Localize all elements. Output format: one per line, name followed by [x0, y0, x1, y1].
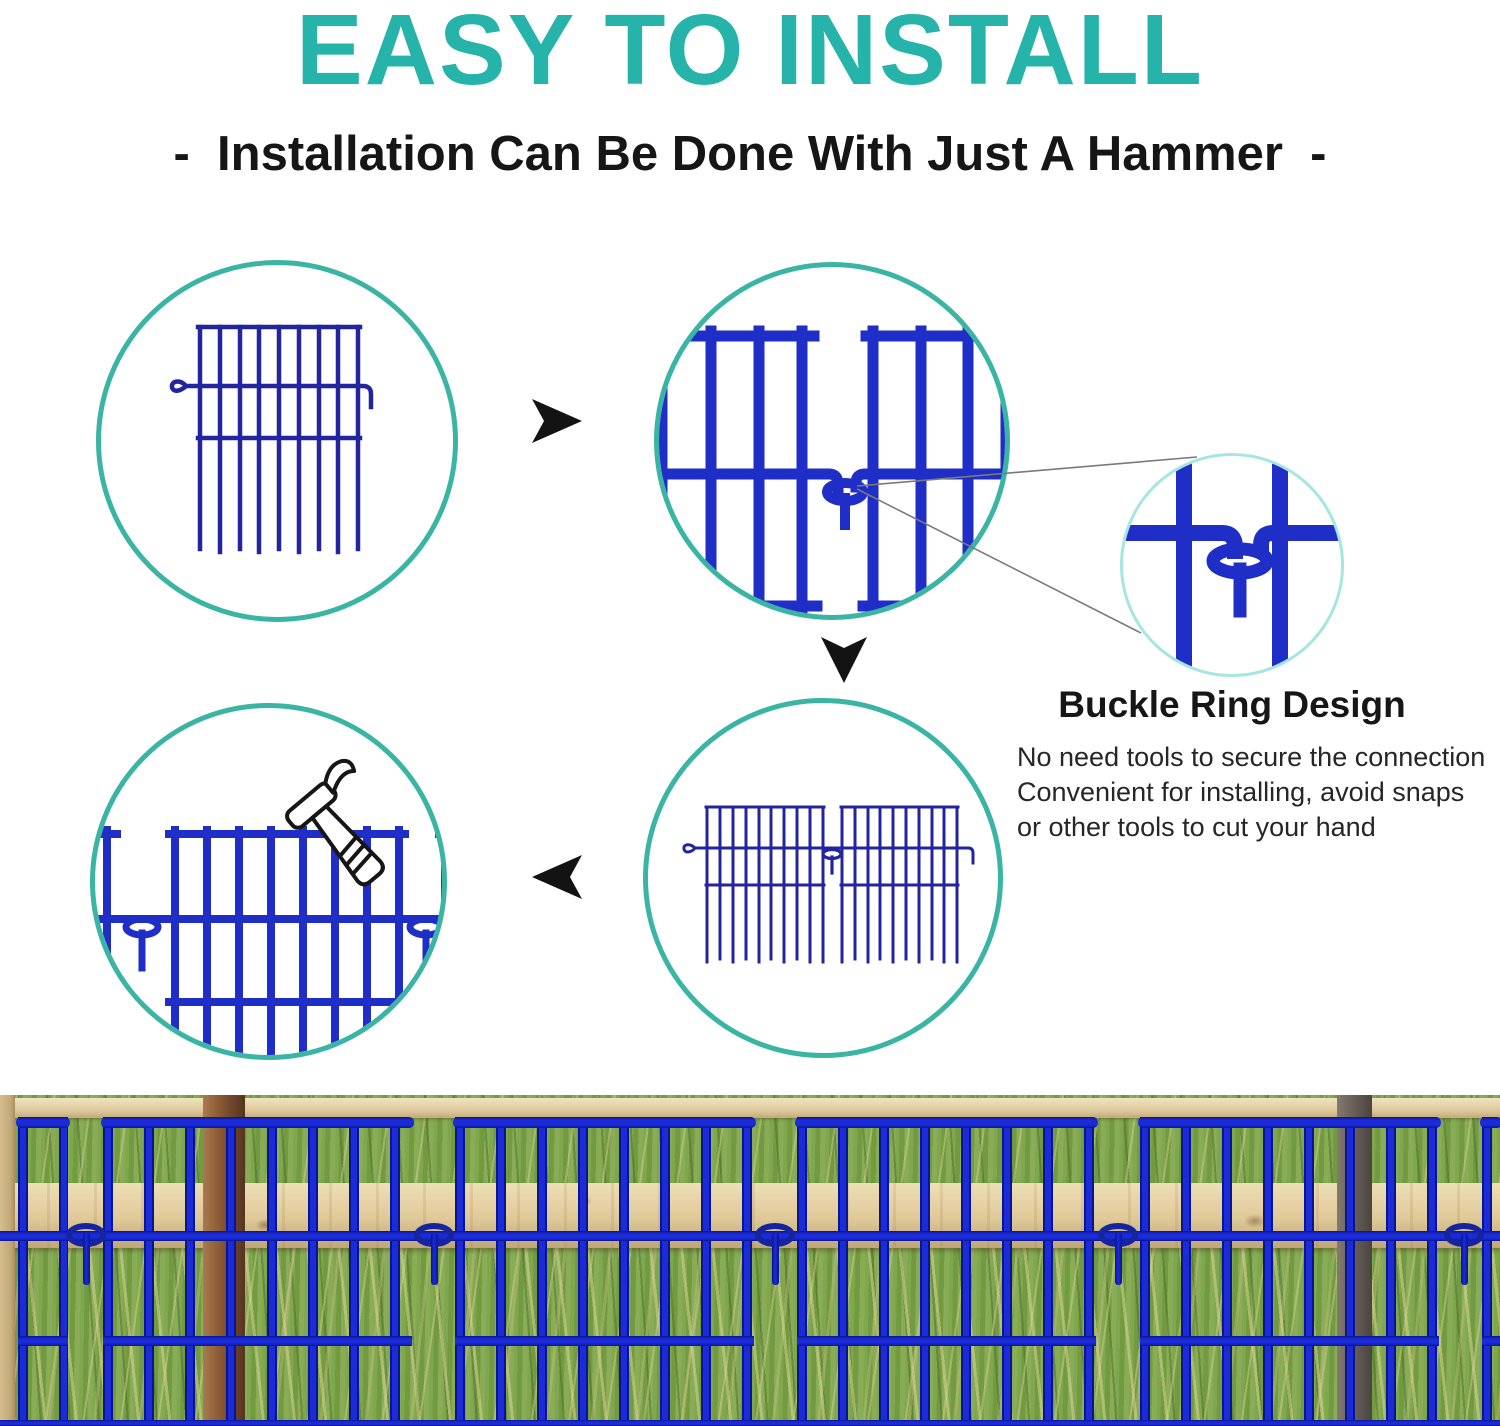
connected-panels-icon: [643, 698, 1003, 1058]
step-2-connect-panels-diagram: [654, 262, 1010, 620]
arrow-down-icon: [820, 636, 868, 689]
callout-line-2: Convenient for installing, avoid snaps: [1017, 777, 1465, 807]
page-title: EASY TO INSTALL: [296, 0, 1204, 106]
arrow-right-icon: [531, 398, 583, 449]
step-3-connected-panels-diagram: [643, 698, 1003, 1058]
buckle-ring-icon: [414, 1223, 454, 1247]
fence-panel: [455, 1117, 754, 1426]
fence-hook-wire: [0, 1231, 1500, 1241]
step-1-single-panel-diagram: [96, 260, 458, 622]
fence-panel-icon: [96, 260, 458, 622]
callout-description: [1017, 740, 1497, 845]
product-photo: [0, 1095, 1500, 1426]
arrow-left-icon: [531, 854, 583, 905]
blue-fence: [0, 1095, 1500, 1426]
hammer-install-icon: [90, 703, 447, 1060]
fence-panel: [1140, 1117, 1439, 1426]
buckle-ring-icon: [66, 1223, 106, 1247]
connect-panels-icon: [654, 262, 1010, 620]
buckle-ring-icon: [755, 1223, 795, 1247]
fence-panel: [18, 1117, 68, 1426]
buckle-ring-icon: [1444, 1223, 1484, 1247]
fence-panel: [797, 1117, 1096, 1426]
buckle-ring-zoom-icon: [1120, 453, 1344, 677]
buckle-ring-icon: [1098, 1223, 1138, 1247]
fence-panel: [1482, 1117, 1500, 1426]
callout-line-1: No need tools to secure the connection: [1017, 742, 1486, 772]
callout-line-3: or other tools to cut your hand: [1017, 812, 1376, 842]
step-4-hammer-install-diagram: [90, 703, 447, 1060]
fence-panel: [103, 1117, 412, 1426]
callout-heading: Buckle Ring Design: [1058, 684, 1406, 725]
fence-bottom-wire: [0, 1420, 1500, 1426]
page-subtitle: - Installation Can Be Done With Just A Hammer -: [173, 127, 1327, 181]
